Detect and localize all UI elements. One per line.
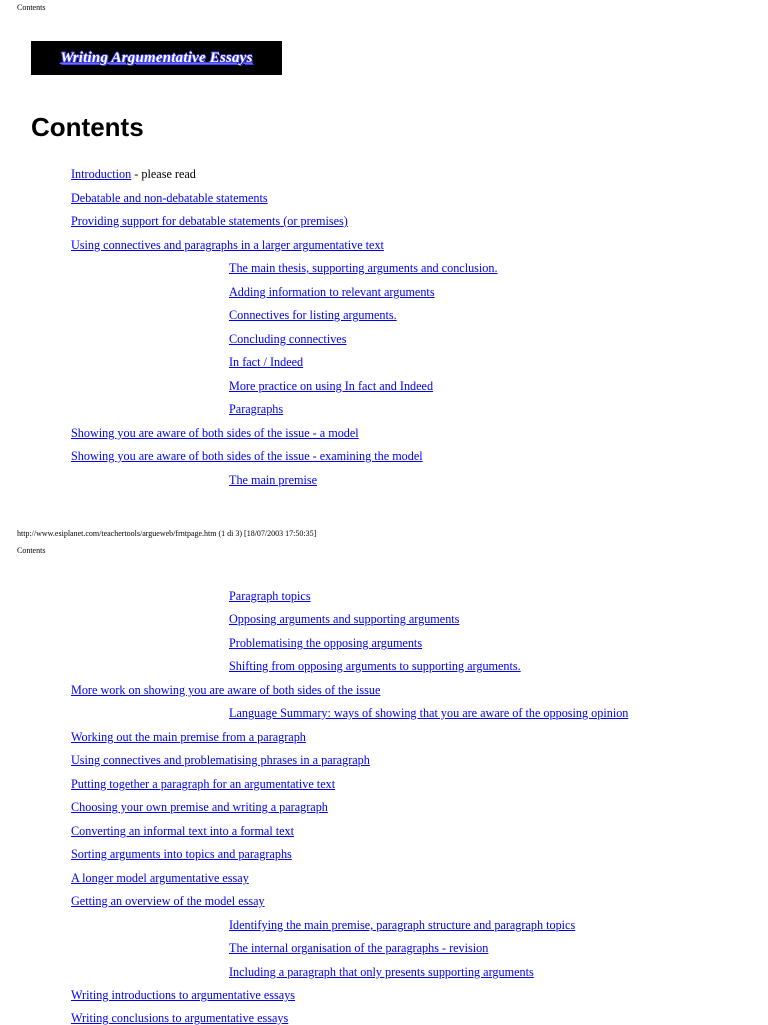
toc-item [71, 1011, 288, 1025]
toc-item [71, 449, 423, 463]
toc-subitem [229, 308, 397, 322]
toc-link[interactable]: Converting an informal text into a formal text [71, 824, 295, 838]
toc-item [71, 214, 348, 228]
toc-link[interactable]: Using connectives and paragraphs in a larger argumentative text [71, 238, 384, 252]
toc-item [71, 777, 335, 791]
toc-link[interactable]: Providing support for debatable statements (or premises) [71, 214, 348, 228]
toc-subitem [229, 918, 575, 932]
toc-item [71, 988, 295, 1002]
toc-item-note: - please read [131, 167, 196, 181]
toc-item [71, 238, 384, 252]
toc-link[interactable]: The main thesis, supporting arguments and conclusion. [229, 261, 498, 275]
toc-subitem [229, 636, 422, 650]
toc-link[interactable]: Putting together a paragraph for an argumentative text [71, 777, 336, 791]
toc-link[interactable]: Problematising the opposing arguments [229, 636, 423, 650]
toc-subitem [229, 402, 283, 416]
toc-link[interactable]: Paragraph topics [229, 589, 311, 603]
toc-subitem [229, 473, 317, 487]
toc-subitem [229, 941, 488, 955]
toc-link[interactable]: Writing introductions to argumentative essays [71, 988, 296, 1002]
toc-link[interactable]: More practice on using In fact and Indeed [229, 379, 434, 393]
toc-link[interactable]: The internal organisation of the paragraphs - revision [229, 941, 489, 955]
toc-link[interactable]: Language Summary: ways of showing that you are aware of the opposing opinion [229, 706, 629, 720]
toc-link[interactable]: Identifying the main premise, paragraph structure and paragraph topics [229, 918, 576, 932]
toc-link[interactable]: Working out the main premise from a paragraph [71, 730, 306, 744]
toc-subitem [229, 379, 433, 393]
toc-link[interactable]: Adding information to relevant arguments [229, 285, 435, 299]
toc-item [71, 824, 294, 838]
toc-link[interactable]: More work on showing you are aware of both sides of the issue [71, 683, 381, 697]
toc-subitem [229, 612, 459, 626]
toc-subitem [229, 285, 435, 299]
page-footer-url: http://www.esiplanet.com/teachertools/argueweb/frntpage.htm (1 di 3) [18/07/2003 17:50:35] [17, 529, 317, 538]
toc-item [71, 191, 268, 205]
toc-item [71, 730, 306, 744]
toc-link[interactable]: Showing you are aware of both sides of the issue - a model [71, 426, 359, 440]
toc-item [71, 167, 196, 181]
toc-link[interactable]: Including a paragraph that only presents supporting arguments [229, 965, 534, 979]
toc-item [71, 894, 265, 908]
banner-logo [31, 41, 282, 75]
toc-link[interactable]: Choosing your own premise and writing a paragraph [71, 800, 328, 814]
toc-link[interactable]: Shifting from opposing arguments to supporting arguments. [229, 659, 521, 673]
toc-subitem [229, 965, 534, 979]
toc-subitem [229, 332, 346, 346]
toc-link[interactable]: Opposing arguments and supporting arguments [229, 612, 460, 626]
toc-link[interactable]: Using connectives and problematising phrases in a paragraph [71, 753, 370, 767]
toc-link[interactable]: Debatable and non-debatable statements [71, 191, 268, 205]
toc-link[interactable]: Getting an overview of the model essay [71, 894, 265, 908]
toc-item [71, 426, 359, 440]
toc-link[interactable]: Paragraphs [229, 402, 284, 416]
toc-item [71, 871, 249, 885]
page-title: Contents [31, 112, 144, 142]
toc-link-introduction[interactable]: Introduction [71, 167, 132, 181]
toc-link[interactable]: A longer model argumentative essay [71, 871, 249, 885]
toc-link[interactable]: In fact / Indeed [229, 355, 304, 369]
toc-item [71, 683, 380, 697]
toc-subitem [229, 659, 521, 673]
toc-link[interactable]: The main premise [229, 473, 317, 487]
toc-subitem [229, 706, 628, 720]
toc-item [71, 800, 328, 814]
toc-link[interactable]: Connectives for listing arguments. [229, 308, 397, 322]
toc-subitem [229, 589, 311, 603]
toc-link[interactable]: Writing conclusions to argumentative essays [71, 1011, 289, 1025]
toc-link[interactable]: Showing you are aware of both sides of the issue - examining the model [71, 449, 423, 463]
page-header-title: Contents [17, 3, 46, 12]
toc-item [71, 847, 292, 861]
banner-text: Writing Argumentative Essays [60, 49, 253, 66]
toc-item [71, 753, 370, 767]
toc-subitem [229, 261, 498, 275]
toc-link[interactable]: Concluding connectives [229, 332, 347, 346]
toc-link[interactable]: Sorting arguments into topics and paragraphs [71, 847, 292, 861]
toc-subitem [229, 355, 303, 369]
page-header-title: Contents [17, 546, 46, 555]
